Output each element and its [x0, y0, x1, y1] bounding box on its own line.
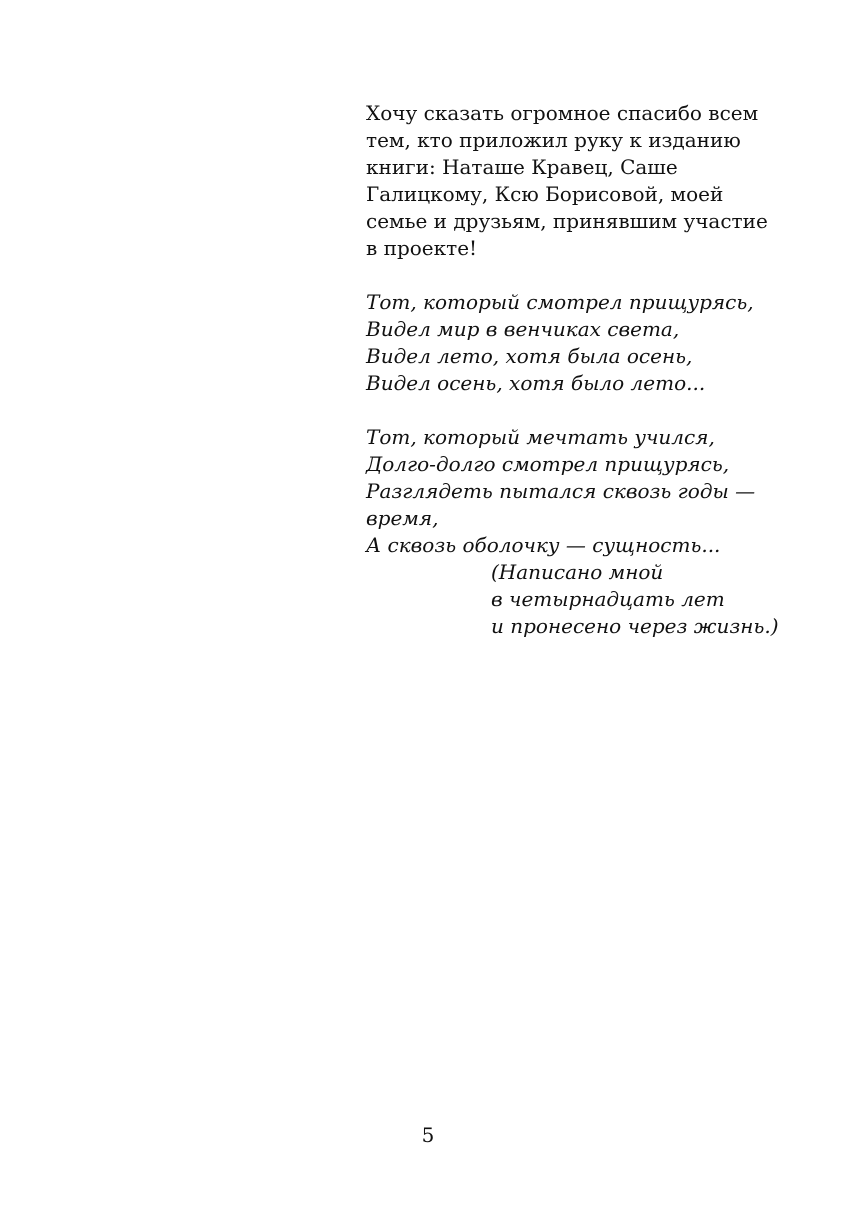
- poem-note-line: (Написано мной: [491, 560, 664, 584]
- acknowledgement-line: тем, кто приложил руку к изданию: [366, 128, 741, 152]
- page-number: 5: [421, 1123, 435, 1147]
- acknowledgement-paragraph: [366, 100, 766, 262]
- poem-line: время,: [366, 506, 439, 530]
- poem-line: Видел лето, хотя была осень,: [366, 344, 693, 368]
- acknowledgement-line: Галицкому, Ксю Борисовой, моей: [366, 182, 724, 206]
- poem-note-line: в четырнадцать лет: [491, 587, 725, 611]
- poem-line: Тот, который смотрел прищурясь,: [366, 290, 754, 314]
- page-content: [366, 100, 779, 640]
- poem-line: Разглядеть пытался сквозь годы —: [366, 479, 756, 503]
- acknowledgement-line: книги: Наташе Кравец, Саше: [366, 155, 678, 179]
- poem-line: Видел мир в венчиках света,: [366, 317, 680, 341]
- spacer: [366, 397, 766, 424]
- poem-stanza-1: [366, 289, 766, 397]
- spacer: [366, 262, 766, 289]
- poem-line: Видел осень, хотя было лето...: [366, 371, 706, 395]
- poem-note: [366, 559, 779, 640]
- acknowledgement-line: семье и друзьям, принявшим участие: [366, 209, 768, 233]
- poem-stanza-2: [366, 424, 766, 559]
- poem-line: Тот, который мечтать учился,: [366, 425, 715, 449]
- poem-note-line: и пронесено через жизнь.): [491, 614, 779, 638]
- acknowledgement-line: Хочу сказать огромное спасибо всем: [366, 101, 759, 125]
- poem-line: Долго-долго смотрел прищурясь,: [366, 452, 730, 476]
- poem-line: А сквозь оболочку — сущность...: [366, 533, 721, 557]
- acknowledgement-line: в проекте!: [366, 236, 478, 260]
